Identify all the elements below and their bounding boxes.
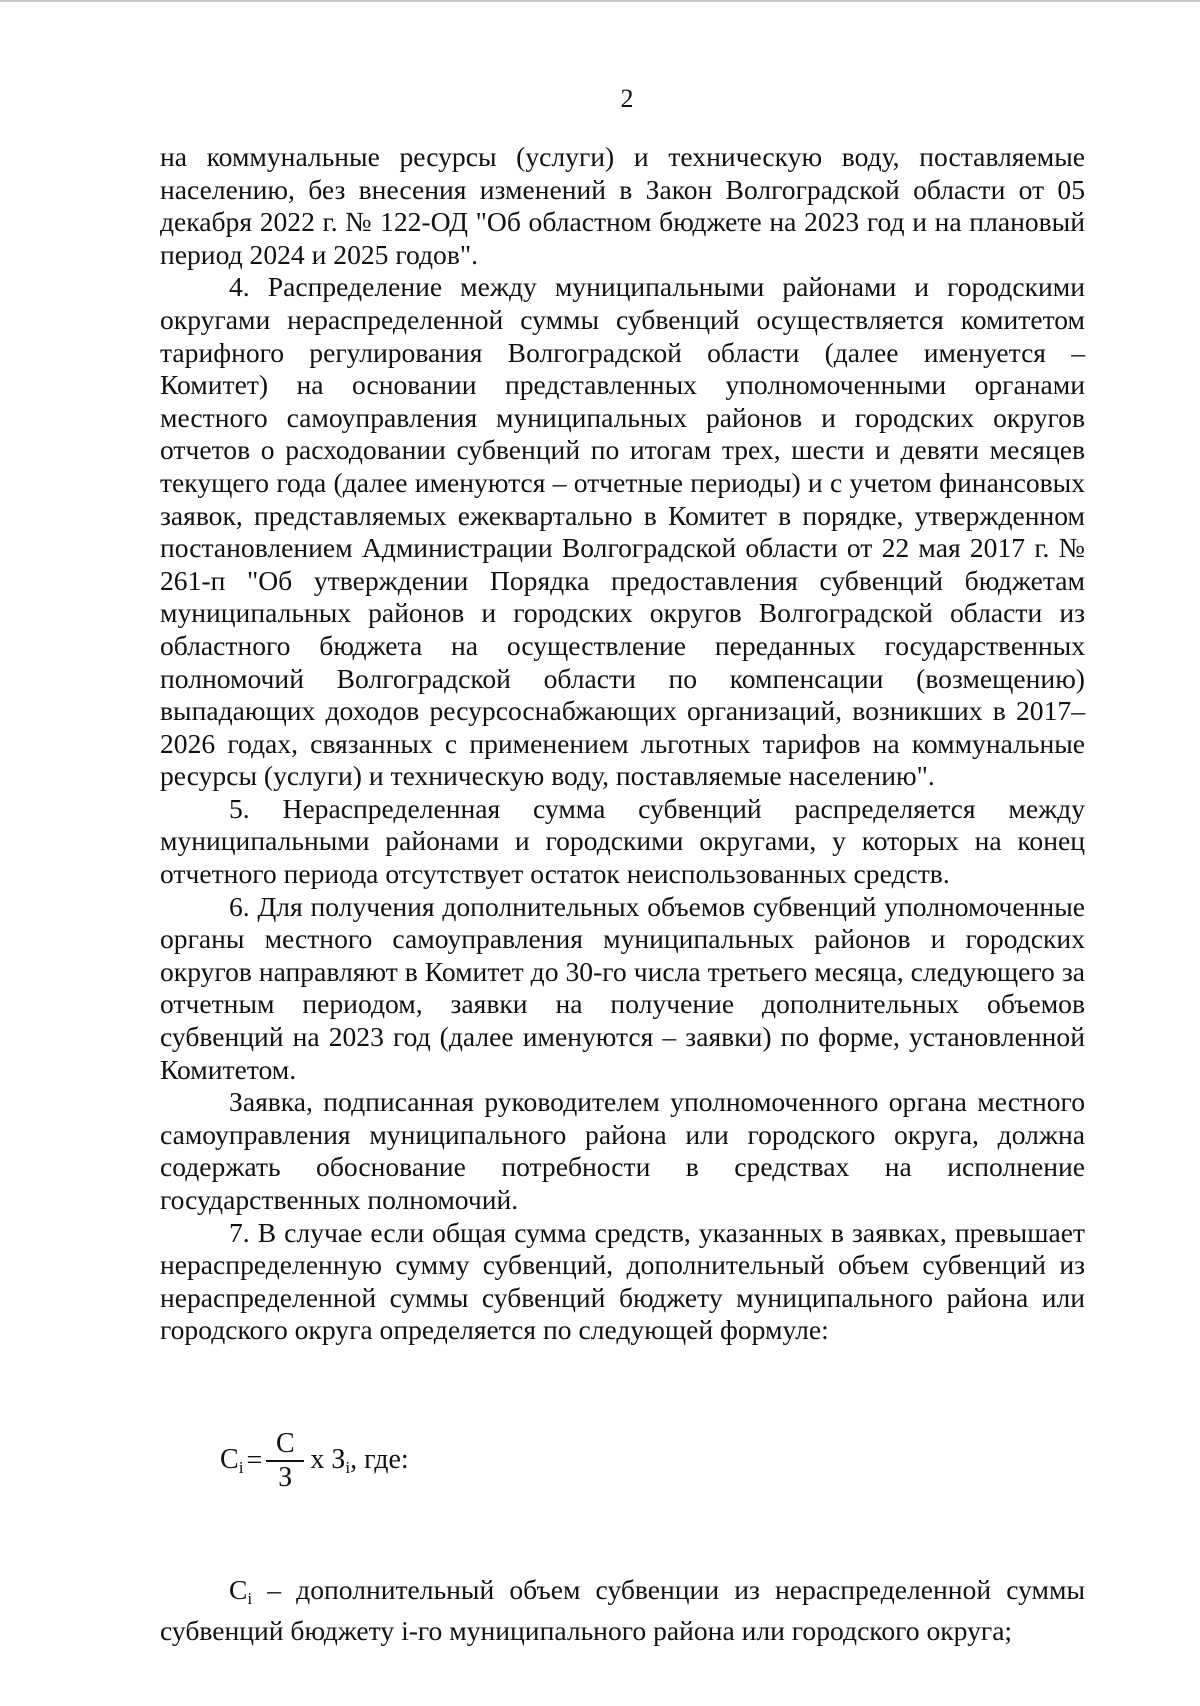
formula-denominator: З	[278, 1461, 293, 1493]
formula-equals: =	[246, 1445, 263, 1476]
formula-lhs: $C_i$	[220, 1444, 244, 1477]
paragraph-continuation: на коммунальные ресурсы (услуги) и техническую воду, поставляемые населению, без внесения изменений в Закон Волгоградской области от 05 декабря 2022 г. № 122-ОД "Об областном бюджете на 2023 год и на плановый период 2024 и 2025 годов".	[160, 141, 1085, 270]
subvention-formula	[220, 1426, 409, 1496]
formula-numerator: C	[275, 1428, 295, 1460]
page-number: 2	[620, 84, 634, 113]
formula-fraction	[266, 1429, 304, 1493]
paragraph-application-requirements: Заявка, подписанная руководителем уполномоченного органа местного самоуправления муниципального района или городского округа, должна содержать обоснование потребности в средствах на исполнение государственных полномочий.	[160, 1086, 1085, 1215]
paragraph-item-5: 5. Нераспределенная сумма субвенций распределяется между муниципальными районами и городскими округами, у которых на конец отчетного периода отсутствует остаток неиспользованных средств.	[160, 792, 1085, 890]
formula-definitions	[160, 1574, 1085, 1648]
document-body	[160, 141, 1085, 1347]
page-top-edge-line	[0, 0, 1200, 2]
paragraph-item-6: 6. Для получения дополнительных объемов субвенций уполномоченные органы местного самоуправления муниципальных районов и городских округов направляют в Комитет до 30-го числа третьего месяца, следующего за отчетным периодом, заявки на получение дополнительных объемов субвенций на 2023 год (далее именуются – заявки) по форме, установленной Комитетом.	[160, 890, 1085, 1085]
paragraph-item-4: 4. Распределение между муниципальными районами и городскими округами нераспределенной суммы субвенций осуществляется комитетом тарифного регулирования Волгоградской области (далее именуется – Комитет) на основании представленных уполномоченными органами местного самоуправления муниципальных районов и городских округов отчетов о расходовании субвенций по итогам трех, шести и девяти месяцев текущего года (далее именуются – отчетные периоды) и с учетом финансовых заявок, представляемых ежеквартально в Комитет в порядке, утвержденном постановлением Администрации Волгоградской области от 22 мая 2017 г. № 261-п "Об утверждении Порядка предоставления субвенций бюджетам муниципальных районов и городских округов Волгоградской области из областного бюджета на осуществление переданных государственных полномочий Волгоградской области по компенсации (возмещению) выпадающих доходов ресурсоснабжающих организаций, возникших в 2017–2026 годах, связанных с применением льготных тарифов на коммунальные ресурсы (услуги) и техническую воду, поставляемые населению".	[160, 271, 1085, 792]
paragraph-item-7: 7. В случае если общая сумма средств, указанных в заявках, превышает нераспределенную сумму субвенций, дополнительный объем субвенций из нераспределенной суммы субвенций бюджету муниципального района или городского округа определяется по следующей формуле:	[160, 1216, 1085, 1346]
formula-rhs: х $З_i$, где:	[310, 1444, 409, 1477]
definition-ci: $C_i$ – дополнительный объем субвенции из нераспределенной суммы субвенций бюджету i-го муниципального района или городского округа;	[160, 1574, 1085, 1647]
